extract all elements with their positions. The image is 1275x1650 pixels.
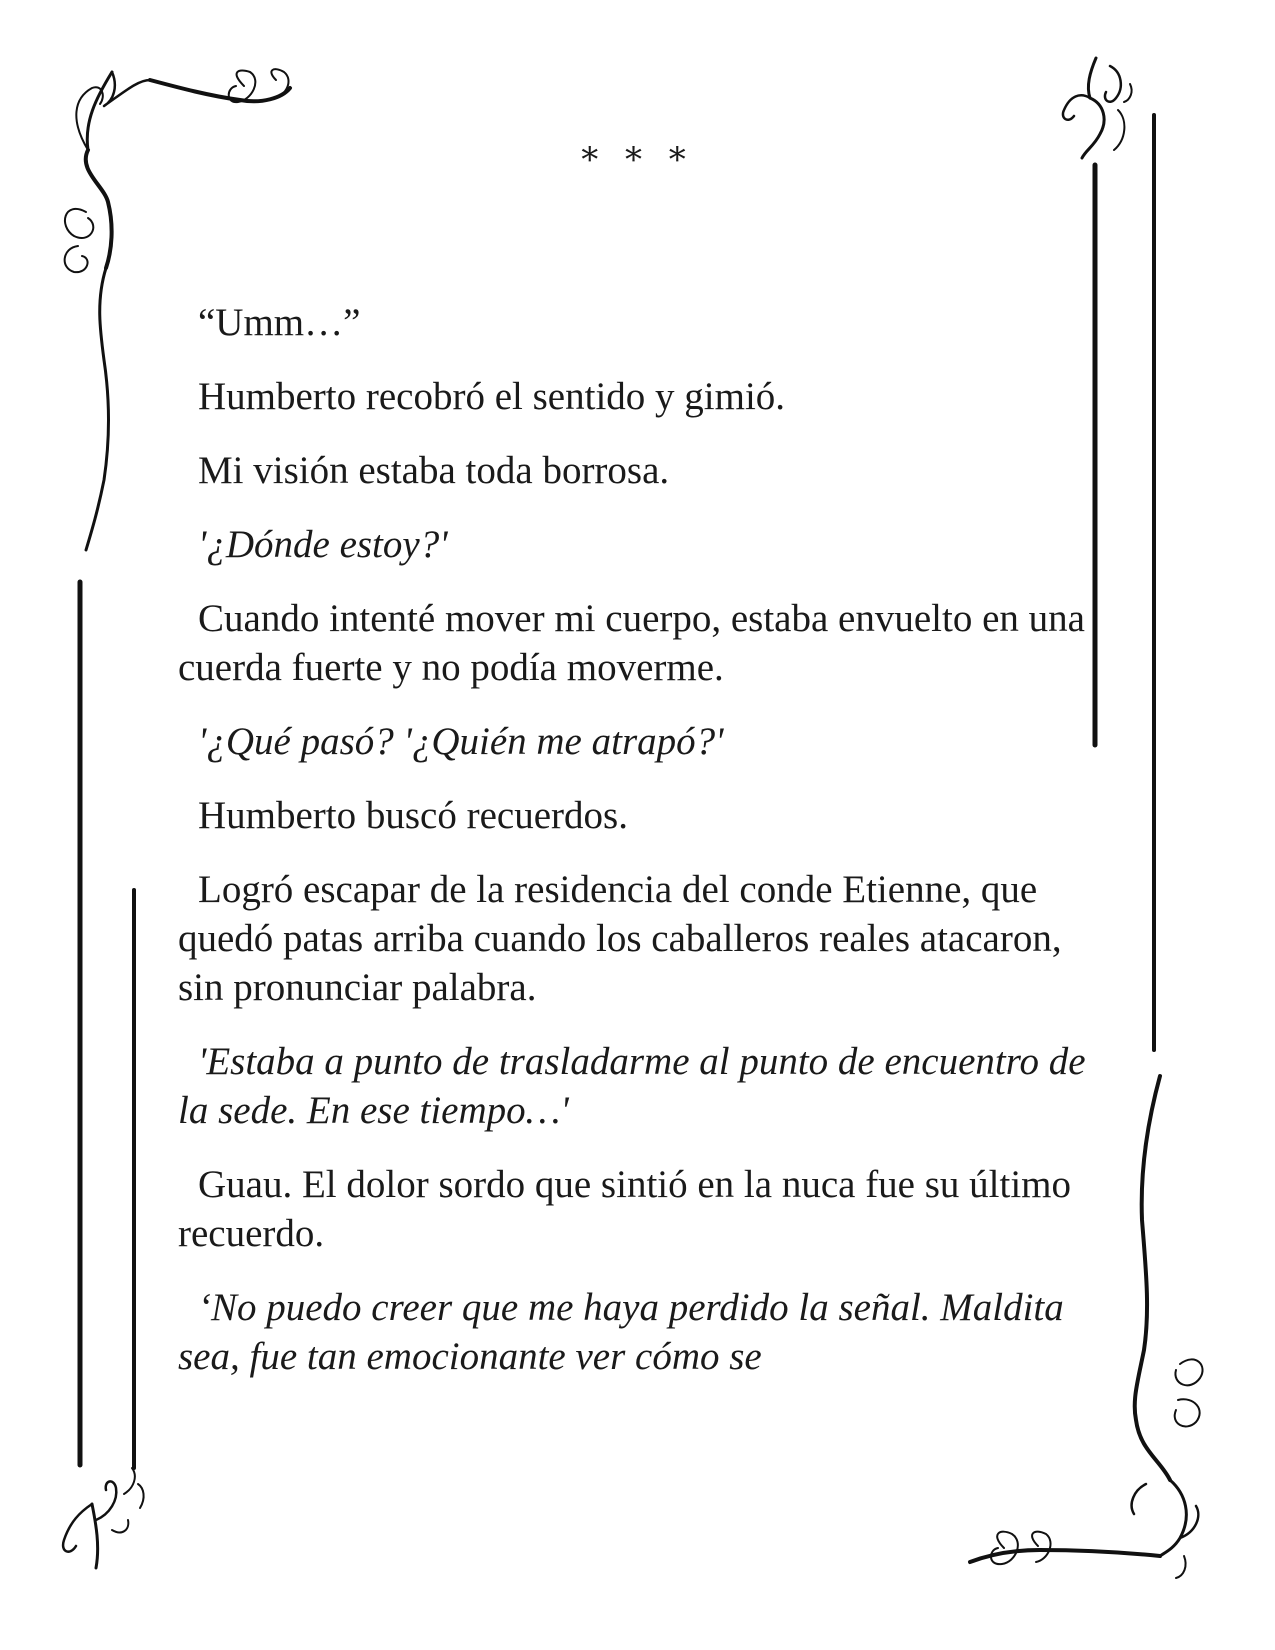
flourish-bottom-left-icon (63, 1468, 144, 1568)
paragraph: “Umm…” (198, 301, 361, 344)
paragraph: Cuando intenté mover mi cuerpo, estaba envuelto en una cuerda fuerte y no podía moverme. (178, 597, 1085, 689)
inner-thought: '¿Qué pasó? '¿Quién me atrapó?' (198, 720, 724, 763)
inner-thought: ‘No puedo creer que me haya perdido la señal. Maldita sea, fue tan emocionante ver cómo se (178, 1286, 1064, 1378)
inner-thought: 'Estaba a punto de trasladarme al punto de encuentro de la sede. En ese tiempo…' (178, 1040, 1086, 1132)
paragraph: Guau. El dolor sordo que sintió en la nuca fue su último recuerdo. (178, 1163, 1072, 1255)
paragraph: Logró escapar de la residencia del conde Etienne, que quedó patas arriba cuando los caballeros reales atacaron, sin pronunciar palabra. (178, 868, 1062, 1009)
story-text (178, 298, 1098, 1406)
paragraph: Humberto buscó recuerdos. (198, 794, 628, 837)
paragraph: Mi visión estaba toda borrosa. (198, 449, 670, 492)
inner-thought: '¿Dónde estoy?' (198, 523, 448, 566)
scene-separator: * * * (581, 140, 694, 180)
paragraph: Humberto recobró el sentido y gimió. (198, 375, 786, 418)
